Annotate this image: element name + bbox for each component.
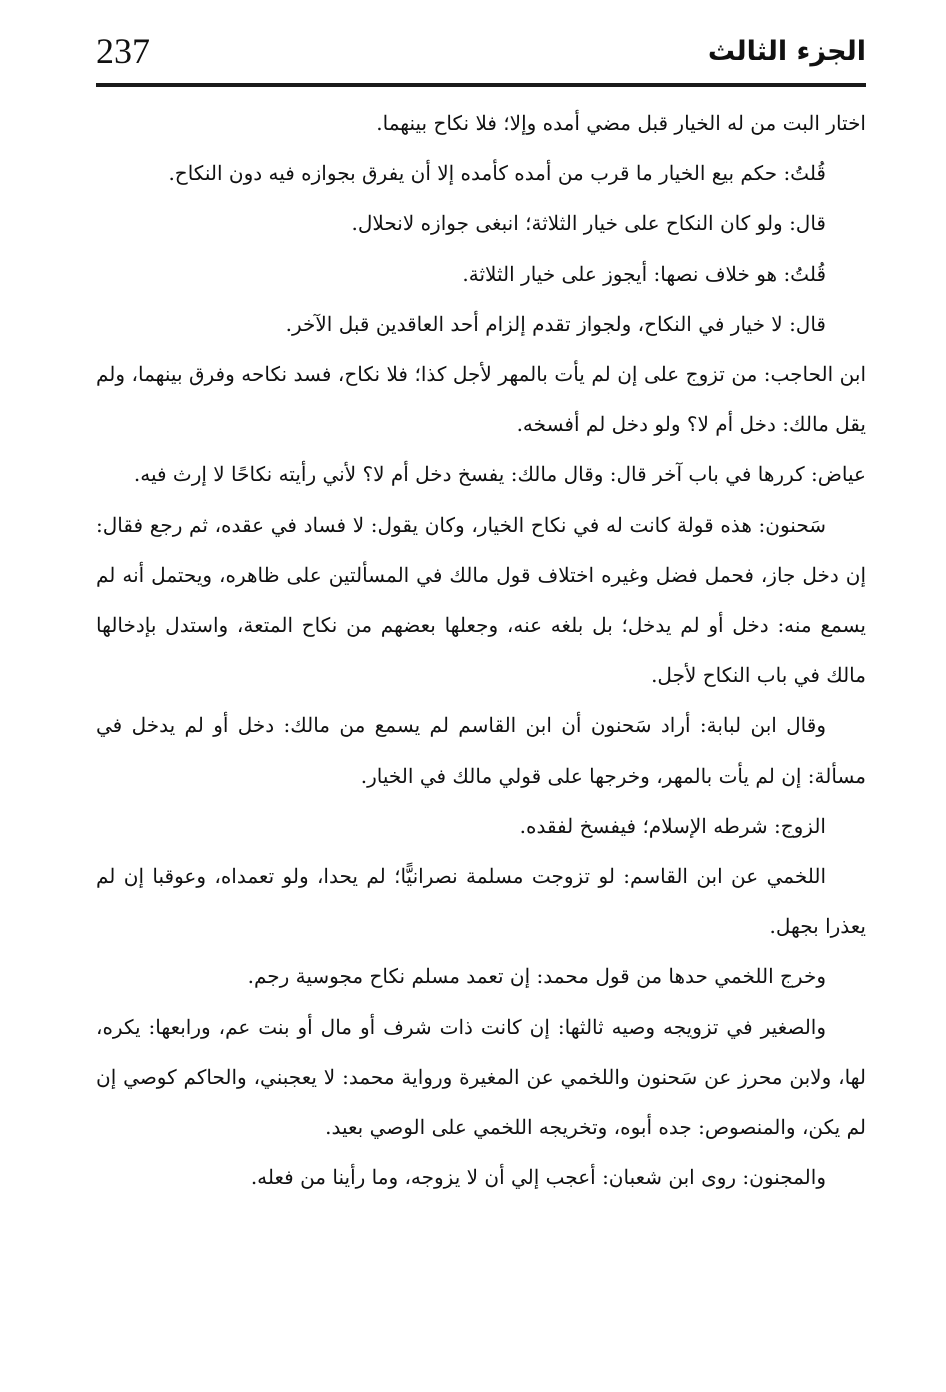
paragraph: اللخمي عن ابن القاسم: لو تزوجت مسلمة نصرانيًّا؛ لم يحدا، ولو تعمداه، وعوقبا إن لم يعذرا بجهل.: [96, 864, 866, 939]
body-text: [96, 98, 866, 1202]
running-title: الجزء الثالث: [707, 36, 866, 67]
paragraph: اختار البت من له الخيار قبل مضي أمده وإلا؛ فلا نكاح بينهما.: [376, 111, 866, 135]
paragraph: عياض: كررها في باب آخر قال: وقال مالك: يفسخ دخل أم لا؟ لأني رأيته نكاحًا لا إرث فيه.: [133, 462, 866, 487]
paragraph: ابن الحاجب: من تزوج على إن لم يأت بالمهر لأجل كذا؛ فلا نكاح، فسد نكاحه وفرق بينهما، ولم يقل مالك: دخل أم لا؟ ولو دخل لم أفسخه.: [96, 362, 866, 437]
paragraph: وخرج اللخمي حدها من قول محمد: إن تعمد مسلم نكاح مجوسية رجم.: [247, 964, 826, 989]
paragraph: والمجنون: روى ابن شعبان: أعجب إلي أن لا يزوجه، وما رأينا من فعله.: [250, 1165, 826, 1190]
paragraph: قُلتُ: حكم بيع الخيار ما قرب من أمده كأمده إلا أن يفرق بجوازه فيه دون النكاح.: [168, 161, 826, 186]
page-number: 237: [96, 31, 150, 71]
paragraph: والصغير في تزويجه وصيه ثالثها: إن كانت ذات شرف أو مال أو بنت عم، ورابعها: يكره، لها، ولابن محرز عن سَحنون واللخمي عن المغيرة ورواية محمد: لا يعجبني، والحاكم كوصي إن لم يكن، والمنصوص: جده أبوه، وتخريجه اللخمي على الوصي بعيد.: [96, 1014, 866, 1140]
paragraph: قُلتُ: هو خلاف نصها: أيجوز على خيار الثلاثة.: [462, 261, 826, 286]
header-divider: [96, 83, 866, 87]
page-header: [96, 28, 866, 80]
paragraph: الزوج: شرطه الإسلام؛ فيفسخ لفقده.: [519, 813, 826, 838]
paragraph: سَحنون: هذه قولة كانت له في نكاح الخيار، وكان يقول: لا فساد في عقده، ثم رجع فقال: إن دخل جاز، فحمل فضل وغيره اختلاف قول مالك في المسألتين على ظاهره، ويحتمل أنه لم يسمع منه: دخل أو لم يدخل؛ بل بلغه عنه، وجعلها بعضهم من نكاح المتعة، واستدل بإدخالها مالك في باب النكاح لأجل.: [96, 512, 866, 688]
paragraph: وقال ابن لبابة: أراد سَحنون أن ابن القاسم لم يسمع من مالك: دخل أو لم يدخل في مسألة: إن لم يأت بالمهر، وخرجها على قولي مالك في الخيار.: [96, 713, 866, 788]
paragraph: قال: ولو كان النكاح على خيار الثلاثة؛ انبغى جوازه لانحلال.: [351, 211, 826, 236]
paragraph: قال: لا خيار في النكاح، ولجواز تقدم إلزام أحد العاقدين قبل الآخر.: [285, 311, 826, 336]
